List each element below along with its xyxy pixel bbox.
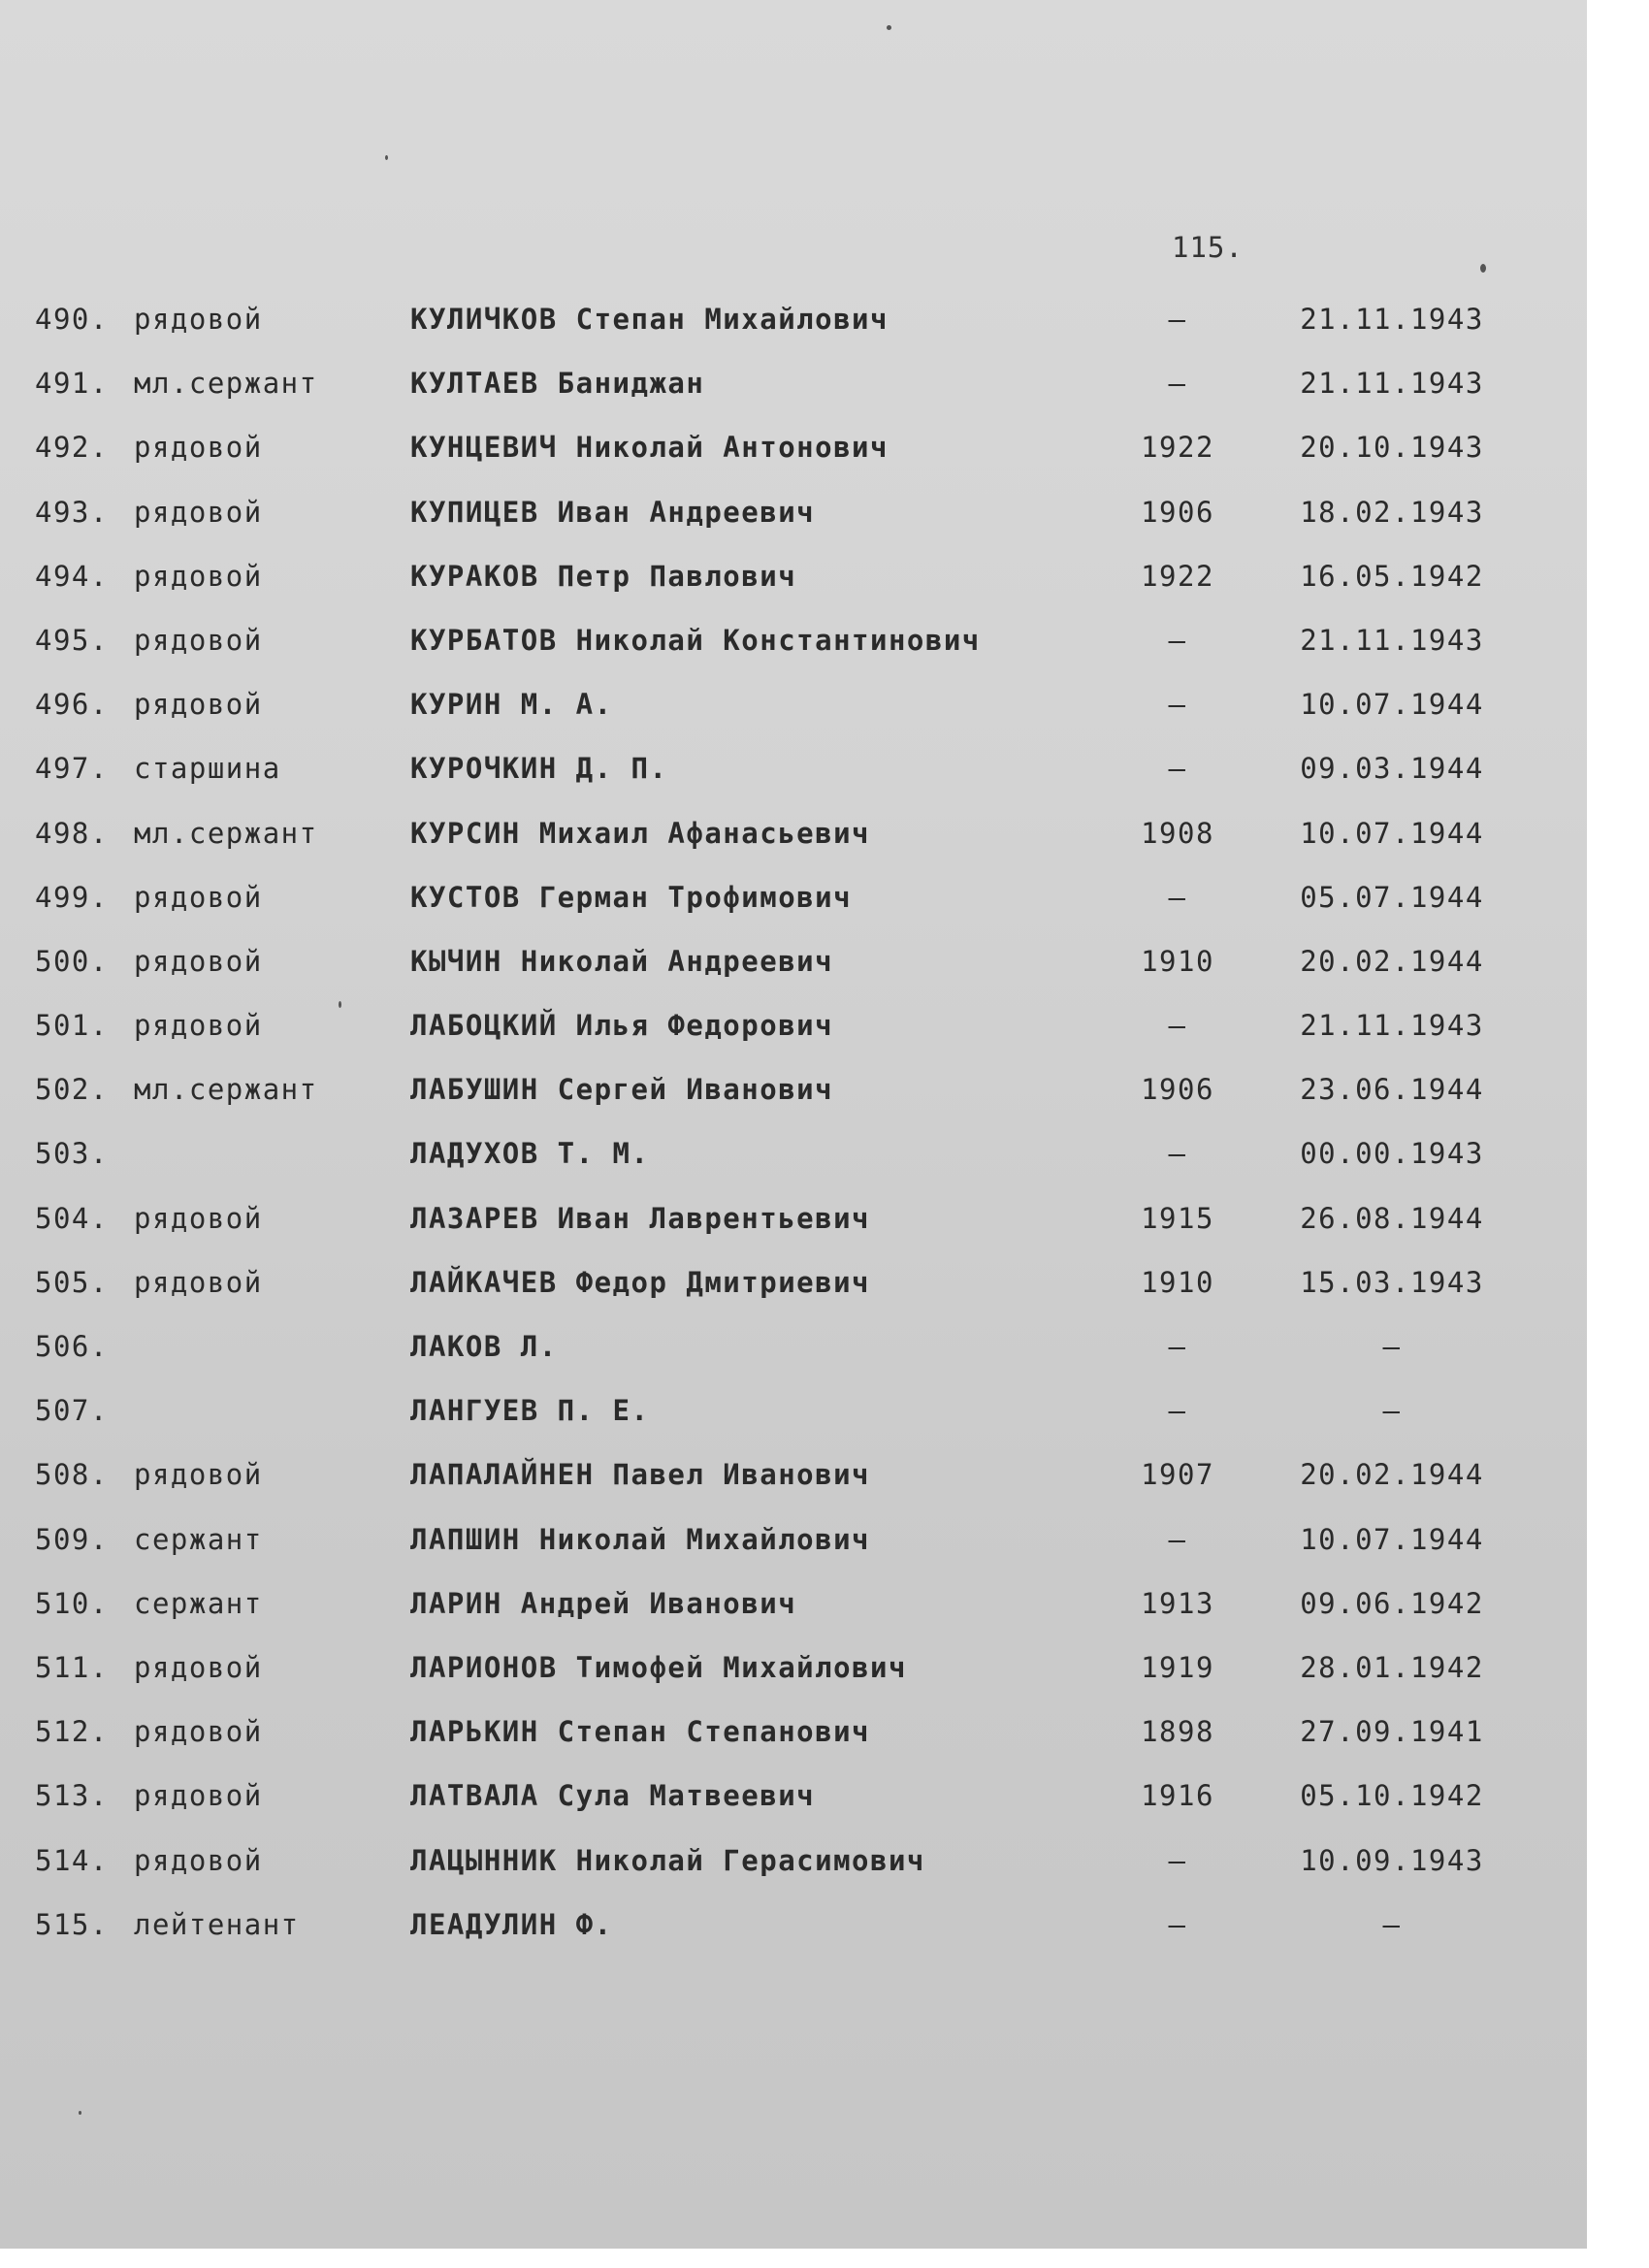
row-rank: рядовой <box>134 944 263 978</box>
roster-row <box>0 1254 1587 1318</box>
row-name: ЛАЦЫННИК Николай Герасимович <box>410 1843 925 1877</box>
row-name: ЛАЗАРЕВ Иван Лаврентьевич <box>410 1201 870 1235</box>
row-rank: сержант <box>134 1586 263 1620</box>
row-rank: рядовой <box>134 1458 263 1492</box>
casualty-roster-list <box>0 291 1587 1960</box>
row-number: 511. <box>35 1650 109 1684</box>
row-birth-year: 1922 <box>1141 559 1214 593</box>
row-death-date: 05.07.1944 <box>1300 880 1484 914</box>
row-rank: лейтенант <box>134 1907 300 1941</box>
row-number: 504. <box>35 1201 109 1235</box>
row-death-date: 21.11.1943 <box>1300 367 1484 401</box>
row-death-date: 21.11.1943 <box>1300 303 1484 336</box>
row-name: ЛАБОЦКИЙ Илья Федорович <box>410 1009 834 1043</box>
row-death-date: 10.09.1943 <box>1300 1843 1484 1877</box>
row-birth-year: 1898 <box>1141 1715 1214 1749</box>
row-death-date: 10.07.1944 <box>1300 816 1484 850</box>
roster-row <box>0 1767 1587 1831</box>
roster-row <box>0 1511 1587 1575</box>
roster-row <box>0 1896 1587 1960</box>
row-rank: сержант <box>134 1522 263 1556</box>
row-death-date: 18.02.1943 <box>1300 495 1484 529</box>
row-name: КУНЦЕВИЧ Николай Антонович <box>410 431 889 465</box>
row-number: 490. <box>35 303 109 336</box>
row-birth-year: – <box>1168 688 1187 722</box>
row-death-date: 21.11.1943 <box>1300 623 1484 657</box>
scan-margin-bottom <box>0 2249 1587 2268</box>
row-number: 513. <box>35 1779 109 1813</box>
roster-row <box>0 676 1587 740</box>
row-death-date: 09.06.1942 <box>1300 1586 1484 1620</box>
row-rank: рядовой <box>134 880 263 914</box>
row-number: 496. <box>35 688 109 722</box>
row-rank: рядовой <box>134 1265 263 1299</box>
row-number: 498. <box>35 816 109 850</box>
row-rank: рядовой <box>134 431 263 465</box>
row-birth-year: 1910 <box>1141 1265 1214 1299</box>
row-name: ЛАПШИН Николай Михайлович <box>410 1522 870 1556</box>
roster-row <box>0 740 1587 804</box>
row-death-date: 10.07.1944 <box>1300 1522 1484 1556</box>
row-name: КУЛТАЕВ Баниджан <box>410 367 705 401</box>
roster-row <box>0 1318 1587 1382</box>
row-name: ЛЕАДУЛИН Ф. <box>410 1907 613 1941</box>
row-number: 501. <box>35 1009 109 1043</box>
row-name: ЛАБУШИН Сергей Иванович <box>410 1073 834 1107</box>
row-number: 495. <box>35 623 109 657</box>
row-death-date: 21.11.1943 <box>1300 1009 1484 1043</box>
row-birth-year: – <box>1168 1137 1187 1171</box>
scan-speck <box>1480 264 1486 273</box>
roster-row <box>0 1639 1587 1703</box>
row-death-date: 16.05.1942 <box>1300 559 1484 593</box>
row-rank: рядовой <box>134 1843 263 1877</box>
row-birth-year: 1906 <box>1141 495 1214 529</box>
row-name: КУРБАТОВ Николай Константинович <box>410 623 981 657</box>
row-number: 493. <box>35 495 109 529</box>
row-number: 507. <box>35 1394 109 1428</box>
roster-row <box>0 1446 1587 1510</box>
row-birth-year: 1915 <box>1141 1201 1214 1235</box>
row-name: КУРОЧКИН Д. П. <box>410 752 668 786</box>
row-birth-year: – <box>1168 623 1187 657</box>
row-name: КУРАКОВ Петр Павлович <box>410 559 797 593</box>
row-rank: рядовой <box>134 1650 263 1684</box>
row-birth-year: – <box>1168 1394 1187 1428</box>
row-birth-year: – <box>1168 303 1187 336</box>
row-number: 510. <box>35 1586 109 1620</box>
row-death-date: 26.08.1944 <box>1300 1201 1484 1235</box>
roster-row <box>0 484 1587 548</box>
row-death-date: 27.09.1941 <box>1300 1715 1484 1749</box>
row-number: 503. <box>35 1137 109 1171</box>
row-birth-year: 1916 <box>1141 1779 1214 1813</box>
row-birth-year: – <box>1168 752 1187 786</box>
row-rank: рядовой <box>134 623 263 657</box>
row-name: ЛАРИН Андрей Иванович <box>410 1586 797 1620</box>
row-rank: рядовой <box>134 559 263 593</box>
row-number: 499. <box>35 880 109 914</box>
row-name: ЛАКОВ Л. <box>410 1330 558 1363</box>
row-name: КУСТОВ Герман Трофимович <box>410 880 853 914</box>
row-death-date: 28.01.1942 <box>1300 1650 1484 1684</box>
row-name: КУРИН М. А. <box>410 688 613 722</box>
row-birth-year: – <box>1168 880 1187 914</box>
row-birth-year: – <box>1168 367 1187 401</box>
row-birth-year: – <box>1168 1907 1187 1941</box>
row-name: ЛАРИОНОВ Тимофей Михайлович <box>410 1650 907 1684</box>
roster-row <box>0 612 1587 676</box>
row-rank: старшина <box>134 752 281 786</box>
row-number: 505. <box>35 1265 109 1299</box>
scan-speck <box>887 25 891 30</box>
roster-row <box>0 869 1587 933</box>
row-number: 492. <box>35 431 109 465</box>
roster-row <box>0 1832 1587 1896</box>
roster-row <box>0 291 1587 355</box>
row-number: 500. <box>35 944 109 978</box>
roster-row <box>0 1125 1587 1189</box>
row-rank: мл.сержант <box>134 367 318 401</box>
row-death-date: – <box>1382 1330 1402 1363</box>
row-rank: мл.сержант <box>134 1073 318 1107</box>
scan-speck <box>339 1001 341 1008</box>
row-death-date: 20.02.1944 <box>1300 1458 1484 1492</box>
row-birth-year: 1907 <box>1141 1458 1214 1492</box>
row-number: 494. <box>35 559 109 593</box>
row-birth-year: 1906 <box>1141 1073 1214 1107</box>
row-rank: рядовой <box>134 1779 263 1813</box>
row-number: 508. <box>35 1458 109 1492</box>
roster-row <box>0 548 1587 612</box>
row-number: 506. <box>35 1330 109 1363</box>
row-death-date: 00.00.1943 <box>1300 1137 1484 1171</box>
row-number: 497. <box>35 752 109 786</box>
row-death-date: – <box>1382 1907 1402 1941</box>
row-death-date: 05.10.1942 <box>1300 1779 1484 1813</box>
roster-row <box>0 355 1587 419</box>
row-name: КЫЧИН Николай Андреевич <box>410 944 834 978</box>
row-death-date: 15.03.1943 <box>1300 1265 1484 1299</box>
row-number: 514. <box>35 1843 109 1877</box>
row-number: 491. <box>35 367 109 401</box>
row-rank: рядовой <box>134 303 263 336</box>
row-death-date: – <box>1382 1394 1402 1428</box>
roster-row <box>0 419 1587 483</box>
row-name: ЛАРЬКИН Степан Степанович <box>410 1715 870 1749</box>
page-number: 115. <box>1172 231 1244 264</box>
row-birth-year: 1913 <box>1141 1586 1214 1620</box>
row-name: ЛАДУХОВ Т. М. <box>410 1137 650 1171</box>
row-rank: рядовой <box>134 688 263 722</box>
row-number: 502. <box>35 1073 109 1107</box>
scan-speck <box>79 2111 81 2115</box>
row-birth-year: – <box>1168 1009 1187 1043</box>
row-birth-year: 1910 <box>1141 944 1214 978</box>
row-birth-year: – <box>1168 1843 1187 1877</box>
roster-row <box>0 805 1587 869</box>
row-death-date: 20.10.1943 <box>1300 431 1484 465</box>
row-rank: рядовой <box>134 1009 263 1043</box>
row-rank: мл.сержант <box>134 816 318 850</box>
row-rank: рядовой <box>134 495 263 529</box>
row-name: ЛАТВАЛА Сула Матвеевич <box>410 1779 816 1813</box>
row-rank: рядовой <box>134 1715 263 1749</box>
row-death-date: 20.02.1944 <box>1300 944 1484 978</box>
row-number: 512. <box>35 1715 109 1749</box>
row-birth-year: – <box>1168 1522 1187 1556</box>
row-death-date: 23.06.1944 <box>1300 1073 1484 1107</box>
roster-row <box>0 1575 1587 1639</box>
row-number: 509. <box>35 1522 109 1556</box>
row-rank: рядовой <box>134 1201 263 1235</box>
row-birth-year: 1919 <box>1141 1650 1214 1684</box>
row-name: КУЛИЧКОВ Степан Михайлович <box>410 303 889 336</box>
row-name: ЛАПАЛАЙНЕН Павел Иванович <box>410 1458 870 1492</box>
row-name: КУПИЦЕВ Иван Андреевич <box>410 495 816 529</box>
row-death-date: 09.03.1944 <box>1300 752 1484 786</box>
roster-row <box>0 1382 1587 1446</box>
scan-margin-right <box>1587 0 1649 2268</box>
roster-row <box>0 1061 1587 1125</box>
row-name: КУРСИН Михаил Афанасьевич <box>410 816 870 850</box>
roster-row <box>0 997 1587 1061</box>
row-birth-year: 1922 <box>1141 431 1214 465</box>
roster-row <box>0 1703 1587 1767</box>
row-name: ЛАЙКАЧЕВ Федор Дмитриевич <box>410 1265 870 1299</box>
scan-speck <box>385 155 388 160</box>
row-death-date: 10.07.1944 <box>1300 688 1484 722</box>
roster-row <box>0 1190 1587 1254</box>
row-birth-year: 1908 <box>1141 816 1214 850</box>
row-number: 515. <box>35 1907 109 1941</box>
row-name: ЛАНГУЕВ П. Е. <box>410 1394 650 1428</box>
row-birth-year: – <box>1168 1330 1187 1363</box>
roster-row <box>0 933 1587 997</box>
